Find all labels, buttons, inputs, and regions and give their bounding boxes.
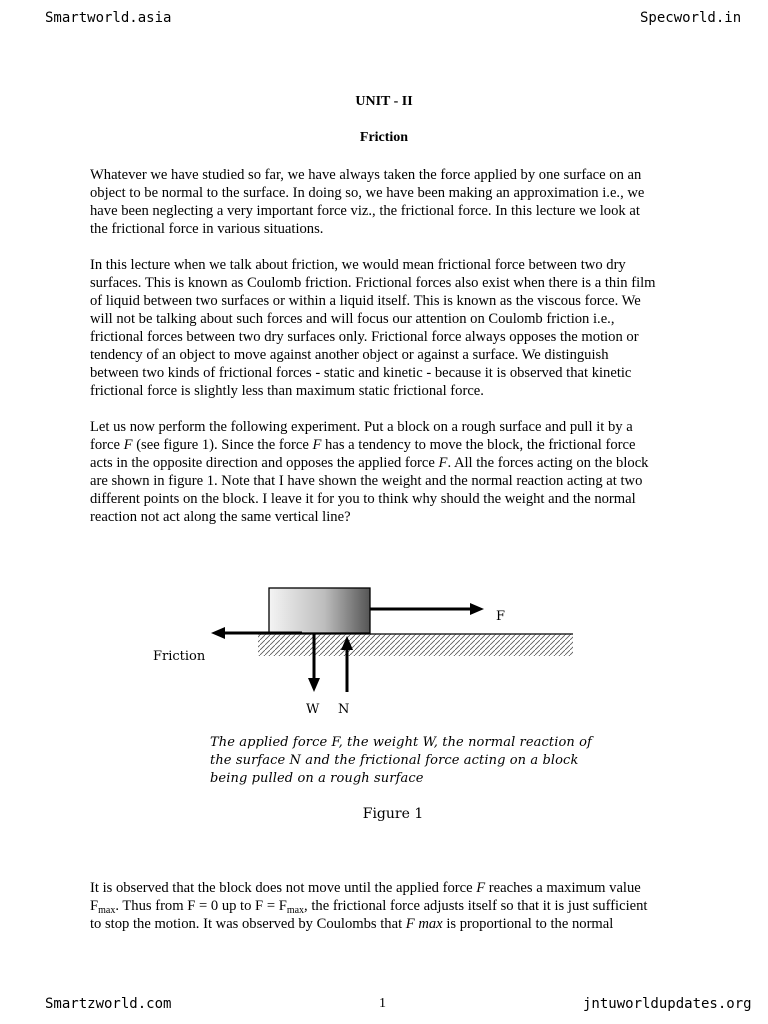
text-line: In this lecture when we talk about friction, we would mean frictional force between two dry [90, 257, 626, 273]
text-line: of liquid between two surfaces or within a liquid itself. This is known as the viscous force. We [90, 293, 641, 309]
text-line: frictional force is slightly less than maximum static frictional force. [90, 383, 484, 399]
caption-line: The applied force F, the weight W, the normal reaction of [210, 735, 592, 750]
footer-right-site: jntuworldupdates.org [583, 996, 752, 1012]
applied-force-arrowhead [470, 603, 484, 615]
rough-surface-hatch [258, 634, 573, 656]
header-left-site: Smartworld.asia [45, 10, 172, 26]
text-line: force F (see figure 1). Since the force F has a tendency to move the block, the frictional force [90, 437, 636, 453]
figure-caption [210, 734, 590, 788]
caption-line: being pulled on a rough surface [210, 771, 424, 786]
friction-arrowhead [211, 627, 225, 639]
text-line: the frictional force in various situations. [90, 221, 324, 237]
text-line: have been neglecting a very important force viz., the frictional force. In this lecture we look at [90, 203, 640, 219]
unit-title: UNIT - II [355, 94, 413, 109]
header-right-site: Specworld.in [640, 10, 742, 26]
paragraph-fmax [90, 879, 680, 933]
label-weight: W [306, 702, 320, 717]
text-line: surfaces. This is known as Coulomb friction. Frictional forces also exist when there is a thin film [90, 275, 656, 291]
weight-arrowhead [308, 678, 320, 692]
label-applied-force: F [496, 609, 506, 624]
text-line: Let us now perform the following experiment. Put a block on a rough surface and pull it by a [90, 419, 633, 435]
label-friction: Friction [153, 649, 206, 664]
text-line: object to be normal to the surface. In doing so, we have been making an approximation i.e., we [90, 185, 645, 201]
figure-title: Figure 1 [362, 806, 424, 822]
text-line: Whatever we have studied so far, we have always taken the force applied by one surface on an [90, 167, 642, 183]
text-line: $F_{max}$. Thus from F = 0 up to $F = F_{max}$, the frictional force adjusts itself so that it is just sufficient [90, 898, 648, 916]
label-normal: N [338, 702, 350, 717]
text-line: tendency of an object to move against another object or against a surface. We distinguish [90, 347, 609, 363]
footer-left-site: Smartzworld.com [45, 996, 172, 1012]
text-line: acts in the opposite direction and opposes the applied force F. All the forces acting on the block [90, 455, 649, 471]
text-line: reaction not act along the same vertical line? [90, 509, 351, 525]
page-number: 1 [379, 996, 386, 1011]
text-line: different points on the block. I leave it for you to think why should the weight and the normal [90, 491, 636, 507]
text-line: between two kinds of frictional forces - static and kinetic - because it is observed that kinetic [90, 365, 632, 381]
text-line: are shown in figure 1. Note that I have shown the weight and the normal reaction acting at two [90, 473, 643, 489]
section-title: Friction [359, 130, 409, 145]
text-line: will not be talking about such forces and will focus our attention on Coulomb friction i.e., [90, 311, 615, 327]
text-line: frictional forces between two dry surfaces only. Frictional force always opposes the motion or [90, 329, 639, 345]
text-line: to stop the motion. It was observed by Coulombs that F max is proportional to the normal [90, 916, 614, 932]
text-line: It is observed that the block does not move until the applied force F reaches a maximum value [90, 880, 641, 896]
caption-line: the surface N and the frictional force acting on a block [210, 753, 579, 768]
block [269, 588, 370, 633]
